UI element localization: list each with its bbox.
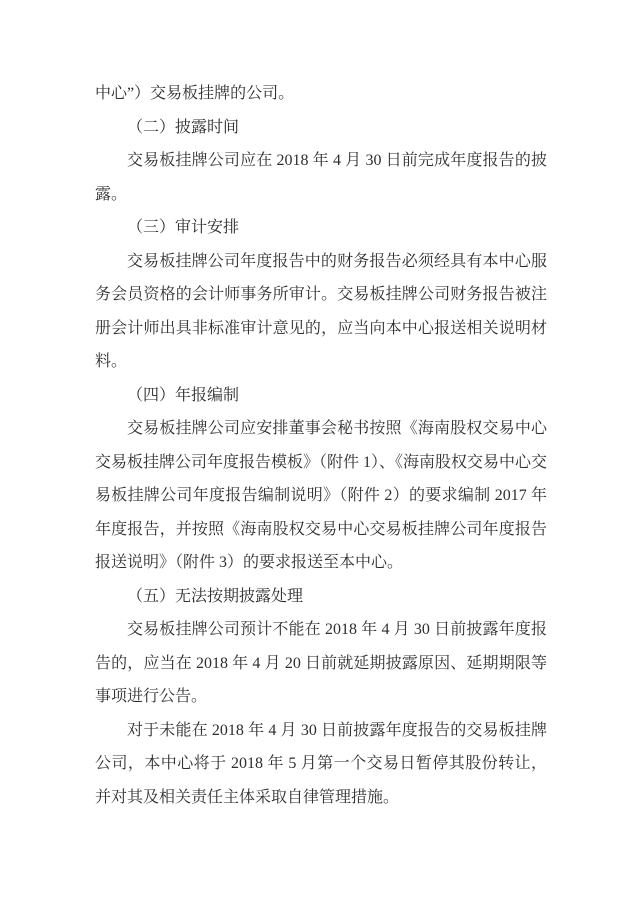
section-heading-5: （五）无法按期披露处理	[127, 587, 304, 605]
text-block	[95, 77, 547, 814]
paragraph-annual-report-preparation: 交易板挂牌公司应安排董事会秘书按照《海南股权交易中心交易板挂牌公司年度报告模板》（附件 1）、《海南股权交易中心交易板挂牌公司年度报告编制说明》（附件 2）的要求编制 2017 年年度报告，并按照《海南股权交易中心交易板挂牌公司年度报告报送说明》（附件 3）的要求报送至本中心。	[95, 420, 548, 571]
section-heading-3: （三）审计安排	[127, 219, 240, 236]
section-heading-2: （二）披露时间	[127, 118, 240, 136]
paragraph-audit-arrangement: 交易板挂牌公司年度报告中的财务报告必须经具有本中心服务会员资格的会计师事务所审计。交易板挂牌公司财务报告被注册会计师出具非标准审计意见的，应当向本中心报送相关说明材料。	[95, 252, 547, 370]
paragraph-suspension-measures: 对于未能在 2018 年 4 月 30 日前披露年度报告的交易板挂牌公司，本中心将于 2018 年 5 月第一个交易日暂停其股份转让，并对其及相关责任主体采取自律管理措施。	[95, 721, 547, 806]
section-heading-4: （四）年报编制	[127, 386, 240, 404]
paragraph-delayed-disclosure: 交易板挂牌公司预计不能在 2018 年 4 月 30 日前披露年度报告的，应当在 2018 年 4 月 20 日前就延期披露原因、延期期限等事项进行公告。	[95, 621, 547, 705]
paragraph-continuation: 中心”）交易板挂牌的公司。	[95, 85, 295, 102]
paragraph-disclosure-time: 交易板挂牌公司应在 2018 年 4 月 30 日前完成年度报告的披露。	[95, 152, 547, 203]
